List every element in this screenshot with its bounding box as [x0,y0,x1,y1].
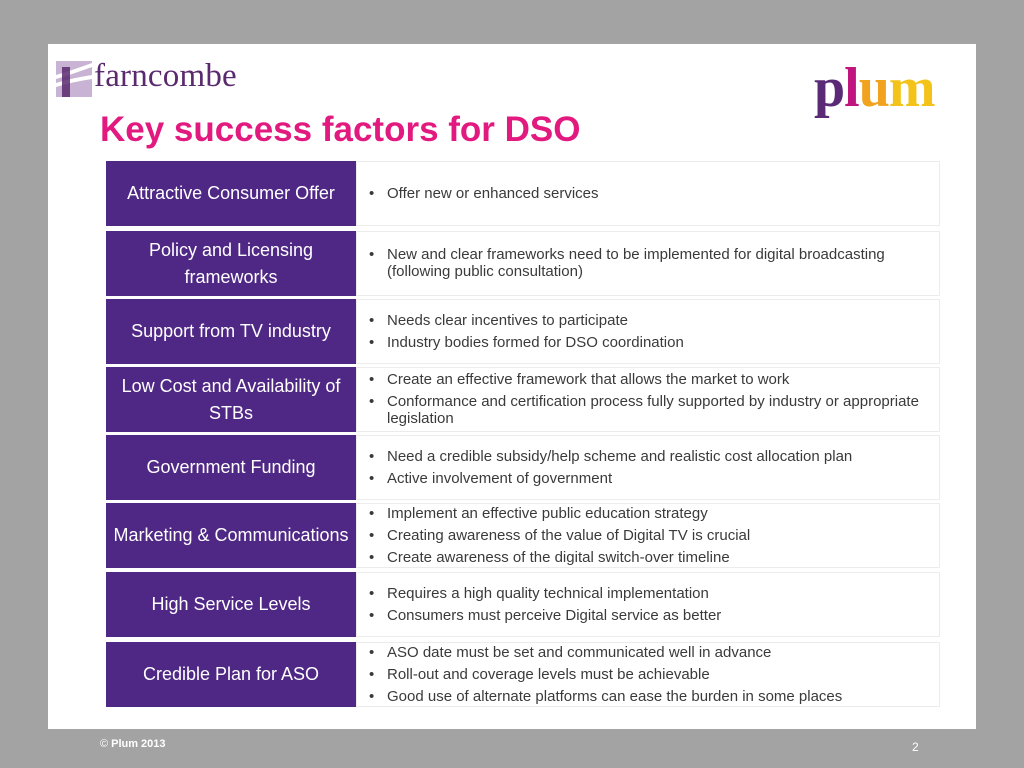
copyright-symbol: © [100,738,109,750]
factor-row [106,231,940,296]
factor-details [356,231,940,296]
bullet-item: • New and clear frameworks need to be implemented for digital broadcasting (following public consultation) [367,246,931,280]
factor-details [356,161,940,226]
factor-label: Support from TV industry [106,299,356,364]
footer-copyright [100,738,166,750]
plum-logo-letter-u: u [858,57,889,119]
bullet-item: • Need a credible subsidy/help scheme and realistic cost allocation plan [367,448,931,465]
factor-details [356,367,940,432]
factor-label: High Service Levels [106,572,356,637]
factor-row [106,367,940,432]
factor-label: Attractive Consumer Offer [106,161,356,226]
factor-label: Government Funding [106,435,356,500]
bullet-item: • Active involvement of government [367,470,931,487]
factor-details [356,572,940,637]
factor-label: Marketing & Communications [106,503,356,568]
bullet-item: • Create an effective framework that allows the market to work [367,371,931,388]
bullet-item: • Implement an effective public education strategy [367,505,931,522]
plum-logo-letter-p: p [814,57,845,119]
farncombe-logo [56,58,266,102]
factor-row [106,299,940,364]
farncombe-mark-icon [56,61,92,97]
bullet-item: • Requires a high quality technical implementation [367,585,931,602]
factor-details [356,435,940,500]
copyright-owner: Plum 2013 [111,738,166,750]
factor-details [356,642,940,707]
page-title: Key success factors for DSO [100,110,581,149]
bullet-item: • Conformance and certification process fully supported by industry or appropriate legislation [367,393,931,427]
plum-logo [814,57,964,120]
page-number: 2 [912,740,919,754]
bullet-item: • Create awareness of the digital switch-over timeline [367,549,931,566]
bullet-item: • Industry bodies formed for DSO coordination [367,334,931,351]
factor-row [106,435,940,500]
bullet-item: • Consumers must perceive Digital service as better [367,607,931,624]
factor-row [106,572,940,637]
factor-label: Policy and Licensing frameworks [106,231,356,296]
bullet-item: • Offer new or enhanced services [367,185,931,202]
bullet-item: • Needs clear incentives to participate [367,312,931,329]
bullet-item: • ASO date must be set and communicated well in advance [367,644,931,661]
bullet-item: • Good use of alternate platforms can ease the burden in some places [367,688,931,705]
factor-row [106,161,940,226]
factor-label: Credible Plan for ASO [106,642,356,707]
factor-row [106,503,940,568]
factor-label: Low Cost and Availability of STBs [106,367,356,432]
bullet-item: • Creating awareness of the value of Digital TV is crucial [367,527,931,544]
factor-details [356,299,940,364]
plum-logo-letter-l: l [844,57,859,119]
factor-details [356,503,940,568]
bullet-item: • Roll-out and coverage levels must be achievable [367,666,931,683]
slide [48,44,976,729]
plum-logo-letter-m: m [888,57,935,119]
factor-row [106,642,940,707]
farncombe-logo-text: farncombe [94,58,237,94]
